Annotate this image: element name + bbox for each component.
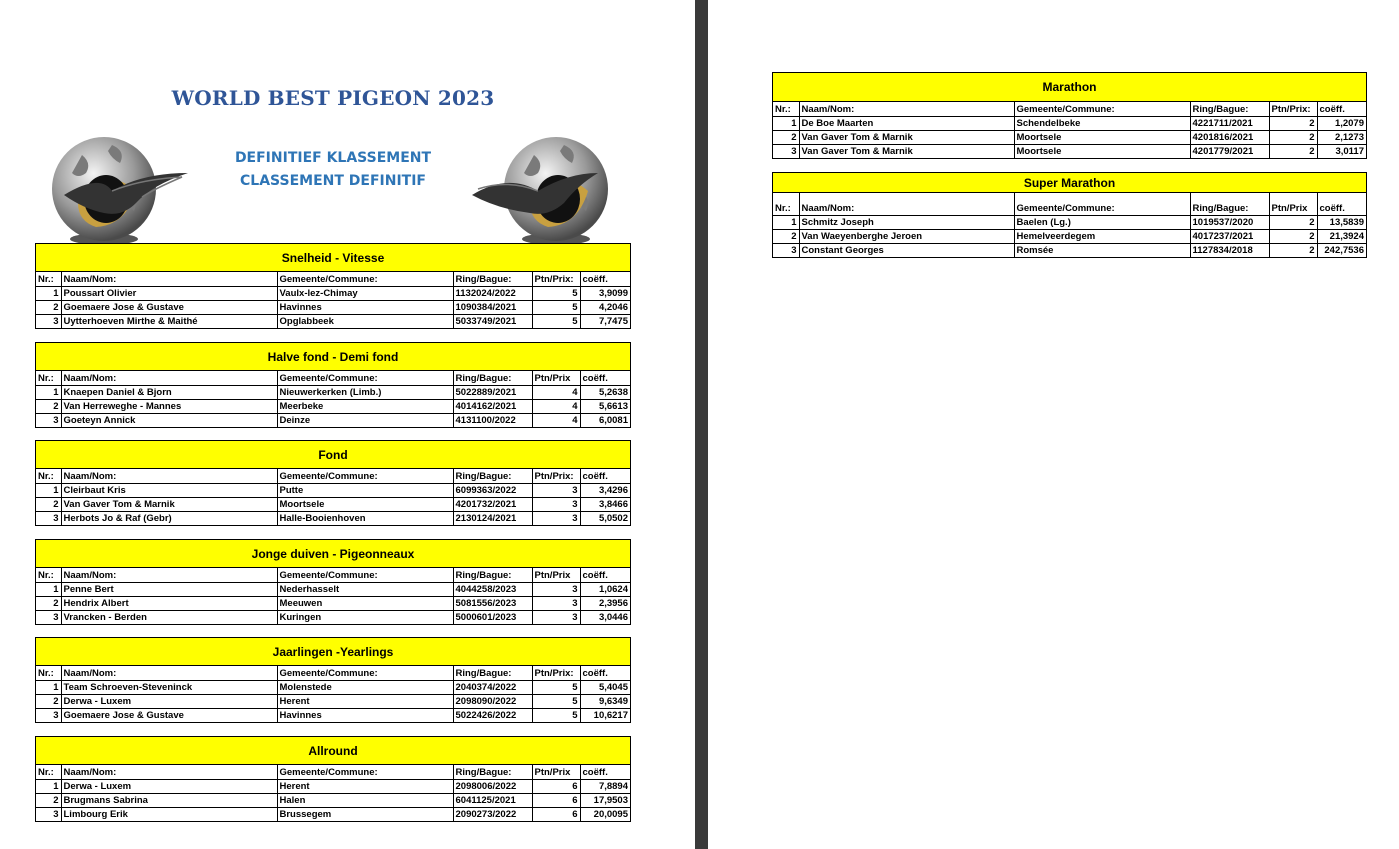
table-header-row (36, 666, 630, 681)
column-header: Naam/Nom: (61, 765, 277, 780)
points-cell: 5 (532, 695, 580, 709)
points-cell: 6 (532, 780, 580, 794)
table-row (36, 301, 630, 315)
name-cell: Van Herreweghe - Mannes (61, 400, 277, 414)
coefficient-cell: 2,1273 (1317, 131, 1366, 145)
table-row (36, 695, 630, 709)
ring-cell: 6099363/2022 (453, 484, 532, 498)
points-cell: 3 (532, 611, 580, 625)
section-title: Super Marathon (773, 173, 1366, 193)
table-row (773, 230, 1366, 244)
coefficient-cell: 20,0095 (593, 809, 628, 820)
column-header: Ptn/Prix: (1269, 102, 1317, 117)
column-header: Ring/Bague: (453, 272, 532, 287)
ring-cell: 2130124/2021 (453, 512, 532, 526)
section-title: Snelheid - Vitesse (36, 244, 630, 272)
rank-cell: 3 (36, 808, 61, 822)
section-jaarlingen-yearlings (35, 637, 631, 723)
commune-cell: Herent (277, 695, 453, 709)
commune-cell: Halen (277, 794, 453, 808)
points-cell: 3 (532, 597, 580, 611)
name-cell: Schmitz Joseph (799, 216, 1014, 230)
points-cell: 6 (532, 794, 580, 808)
ranking-table (36, 371, 630, 427)
name-cell: Goemaere Jose & Gustave (61, 709, 277, 723)
name-cell: Limbourg Erik (61, 808, 277, 822)
name-cell: Goemaere Jose & Gustave (61, 301, 277, 315)
rank-cell: 1 (36, 583, 61, 597)
table-row (36, 287, 630, 301)
winged-globe-logo-icon (42, 133, 192, 245)
name-cell: Penne Bert (61, 583, 277, 597)
ring-cell: 4221711/2021 (1190, 117, 1269, 131)
table-row (36, 512, 630, 526)
table-row (36, 709, 630, 723)
column-header: Naam/Nom: (61, 469, 277, 484)
section-allround (35, 736, 631, 822)
points-cell: 2 (1269, 230, 1317, 244)
coefficient-cell: 3,0117 (1335, 146, 1364, 157)
rank-cell: 3 (36, 512, 61, 526)
coefficient-cell: 6,0081 (598, 415, 628, 426)
column-header: Nr.: (36, 272, 61, 287)
commune-cell: Molenstede (277, 681, 453, 695)
rank-cell: 3 (36, 315, 61, 329)
rank-cell: 2 (36, 301, 61, 315)
column-header: Ptn/Prix (532, 765, 580, 780)
column-header: Ring/Bague: (453, 765, 532, 780)
coefficient-cell: 3,9099 (580, 287, 630, 301)
commune-cell: Havinnes (277, 301, 453, 315)
section-title: Jonge duiven - Pigeonneaux (36, 540, 630, 568)
ring-cell: 5000601/2023 (453, 611, 532, 625)
ring-cell: 1090384/2021 (453, 301, 532, 315)
ring-cell: 1019537/2020 (1190, 216, 1269, 230)
coefficient-cell: 21,3924 (1317, 230, 1366, 244)
ring-cell: 4201816/2021 (1190, 131, 1269, 145)
points-cell: 4 (532, 400, 580, 414)
name-cell: Knaepen Daniel & Bjorn (61, 386, 277, 400)
table-row (773, 131, 1366, 145)
column-header: coëff. (580, 568, 630, 583)
name-cell: Herbots Jo & Raf (Gebr) (61, 512, 277, 526)
name-cell: Team Schroeven-Steveninck (61, 681, 277, 695)
ranking-table (36, 568, 630, 624)
coefficient-cell: 5,4045 (580, 681, 630, 695)
section-halve-fond-demi-fond (35, 342, 631, 428)
name-cell: Hendrix Albert (61, 597, 277, 611)
ring-cell: 2098090/2022 (453, 695, 532, 709)
section-fond (35, 440, 631, 526)
table-row (36, 484, 630, 498)
ring-cell: 2040374/2022 (453, 681, 532, 695)
column-header: Ptn/Prix (532, 371, 580, 386)
name-cell: Constant Georges (799, 244, 1014, 258)
points-cell: 2 (1269, 244, 1317, 258)
column-header: Naam/Nom: (61, 272, 277, 287)
coefficient-cell: 9,6349 (580, 695, 630, 709)
name-cell: Cleirbaut Kris (61, 484, 277, 498)
ring-cell: 4131100/2022 (453, 414, 532, 428)
coefficient-cell: 2,3956 (580, 597, 630, 611)
commune-cell: Kuringen (277, 611, 453, 625)
commune-cell: Havinnes (277, 709, 453, 723)
subtitle-dutch: DEFINITIEF KLASSEMENT (234, 150, 432, 166)
commune-cell: Deinze (277, 414, 453, 428)
table-row (773, 216, 1366, 230)
column-header: Gemeente/Commune: (1014, 102, 1190, 117)
ring-cell: 2098006/2022 (453, 780, 532, 794)
section-title: Fond (36, 441, 630, 469)
name-cell: Brugmans Sabrina (61, 794, 277, 808)
coefficient-cell: 1,2079 (1317, 117, 1366, 131)
ring-cell: 2090273/2022 (453, 808, 532, 822)
commune-cell: Schendelbeke (1014, 117, 1190, 131)
rank-cell: 1 (36, 386, 61, 400)
ranking-table (36, 666, 630, 722)
commune-cell: Brussegem (277, 808, 453, 822)
name-cell: Poussart Olivier (61, 287, 277, 301)
column-header: Nr.: (36, 469, 61, 484)
points-cell: 4 (532, 414, 580, 428)
table-header-row (36, 568, 630, 583)
table-header-row (36, 765, 630, 780)
column-header: Ptn/Prix: (532, 272, 580, 287)
rank-cell: 1 (36, 287, 61, 301)
column-header: Ring/Bague: (1190, 102, 1269, 117)
table-row (36, 681, 630, 695)
rank-cell: 1 (36, 780, 61, 794)
column-header: Naam/Nom: (61, 666, 277, 681)
coefficient-cell: 3,0446 (598, 612, 628, 623)
coefficient-cell: 3,8466 (580, 498, 630, 512)
column-header: Ptn/Prix (1269, 193, 1317, 216)
section-marathon (772, 72, 1367, 159)
table-row (36, 611, 630, 625)
column-header: Nr.: (36, 765, 61, 780)
coefficient-cell: 5,0502 (598, 513, 628, 524)
column-header: Gemeente/Commune: (277, 272, 453, 287)
commune-cell: Moortsele (1014, 145, 1190, 159)
subtitle-french: CLASSEMENT DEFINITIF (240, 173, 426, 189)
section-title: Allround (36, 737, 630, 765)
commune-cell: Moortsele (1014, 131, 1190, 145)
name-cell: Derwa - Luxem (61, 695, 277, 709)
column-header: Naam/Nom: (61, 371, 277, 386)
coefficient-cell: 1,0624 (580, 583, 630, 597)
points-cell: 4 (532, 386, 580, 400)
coefficient-cell: 5,2638 (580, 386, 630, 400)
points-cell: 6 (532, 808, 580, 822)
rank-cell: 2 (773, 230, 799, 244)
column-header: Ring/Bague: (453, 666, 532, 681)
points-cell: 3 (532, 498, 580, 512)
commune-cell: Herent (277, 780, 453, 794)
ring-cell: 4017237/2021 (1190, 230, 1269, 244)
points-cell: 5 (532, 681, 580, 695)
rank-cell: 3 (773, 244, 799, 258)
section-super-marathon (772, 172, 1367, 258)
coefficient-cell: 7,8894 (580, 780, 630, 794)
table-row (36, 386, 630, 400)
commune-cell: Hemelveerdegem (1014, 230, 1190, 244)
column-header: Naam/Nom: (799, 102, 1014, 117)
column-header: coëff. (1317, 193, 1366, 216)
column-header: coëff. (1317, 102, 1366, 117)
rank-cell: 3 (773, 145, 799, 159)
name-cell: Van Gaver Tom & Marnik (799, 131, 1014, 145)
ring-cell: 5033749/2021 (453, 315, 532, 329)
ring-cell: 5022889/2021 (453, 386, 532, 400)
ranking-table (773, 102, 1366, 158)
name-cell: Uytterhoeven Mirthe & Maithé (61, 315, 277, 329)
table-row (36, 583, 630, 597)
coefficient-cell: 4,2046 (580, 301, 630, 315)
table-row (773, 244, 1366, 258)
commune-cell: Romsée (1014, 244, 1190, 258)
table-header-row (773, 102, 1366, 117)
coefficient-cell: 7,7475 (598, 316, 628, 327)
column-header: coëff. (580, 765, 630, 780)
column-header: Ring/Bague: (453, 371, 532, 386)
column-header: coëff. (580, 469, 630, 484)
name-cell: Van Gaver Tom & Marnik (799, 145, 1014, 159)
points-cell: 3 (532, 512, 580, 526)
ranking-table (36, 272, 630, 328)
ring-cell: 5022426/2022 (453, 709, 532, 723)
column-header: Naam/Nom: (61, 568, 277, 583)
column-header: Ptn/Prix: (532, 469, 580, 484)
section-title: Marathon (773, 73, 1366, 102)
commune-cell: Baelen (Lg.) (1014, 216, 1190, 230)
column-header: Ring/Bague: (1190, 193, 1269, 216)
rank-cell: 3 (36, 709, 61, 723)
table-row (36, 400, 630, 414)
ring-cell: 6041125/2021 (453, 794, 532, 808)
points-cell: 2 (1269, 216, 1317, 230)
points-cell: 5 (532, 709, 580, 723)
column-header: Gemeente/Commune: (277, 765, 453, 780)
table-header-row (36, 272, 630, 287)
coefficient-cell: 10,6217 (593, 710, 628, 721)
table-header-row (36, 469, 630, 484)
column-header: Gemeente/Commune: (277, 568, 453, 583)
table-row (36, 315, 630, 329)
winged-globe-logo-icon (468, 133, 618, 245)
ring-cell: 1132024/2022 (453, 287, 532, 301)
commune-cell: Putte (277, 484, 453, 498)
rank-cell: 2 (36, 695, 61, 709)
commune-cell: Meeuwen (277, 597, 453, 611)
column-header: Nr.: (36, 371, 61, 386)
rank-cell: 1 (773, 216, 799, 230)
table-header-row (773, 193, 1366, 216)
document-title: WORLD BEST PIGEON 2023 (171, 86, 495, 110)
coefficient-cell: 13,5839 (1317, 216, 1366, 230)
ring-cell: 4201779/2021 (1190, 145, 1269, 159)
section-snelheid-vitesse (35, 243, 631, 329)
ring-cell: 4201732/2021 (453, 498, 532, 512)
commune-cell: Vaulx-lez-Chimay (277, 287, 453, 301)
points-cell: 2 (1269, 131, 1317, 145)
points-cell: 5 (532, 301, 580, 315)
table-row (36, 498, 630, 512)
column-header: coëff. (580, 666, 630, 681)
rank-cell: 1 (773, 117, 799, 131)
ring-cell: 4044258/2023 (453, 583, 532, 597)
right-page (708, 0, 1399, 849)
table-row (36, 808, 630, 822)
rank-cell: 2 (36, 794, 61, 808)
ring-cell: 4014162/2021 (453, 400, 532, 414)
left-page (0, 0, 695, 849)
coefficient-cell: 17,9503 (580, 794, 630, 808)
points-cell: 3 (532, 484, 580, 498)
rank-cell: 1 (36, 681, 61, 695)
column-header: Naam/Nom: (799, 193, 1014, 216)
table-header-row (36, 371, 630, 386)
table-row (36, 414, 630, 428)
column-header: coëff. (580, 371, 630, 386)
column-header: Ptn/Prix (532, 568, 580, 583)
column-header: Nr.: (773, 193, 799, 216)
coefficient-cell: 5,6613 (580, 400, 630, 414)
table-row (36, 794, 630, 808)
coefficient-cell: 3,4296 (580, 484, 630, 498)
points-cell: 2 (1269, 145, 1317, 159)
ranking-table (36, 469, 630, 525)
table-row (36, 597, 630, 611)
column-header: Ring/Bague: (453, 469, 532, 484)
column-header: Gemeente/Commune: (277, 371, 453, 386)
rank-cell: 2 (36, 498, 61, 512)
ring-cell: 5081556/2023 (453, 597, 532, 611)
commune-cell: Meerbeke (277, 400, 453, 414)
name-cell: Van Waeyenberghe Jeroen (799, 230, 1014, 244)
table-row (773, 117, 1366, 131)
name-cell: Van Gaver Tom & Marnik (61, 498, 277, 512)
commune-cell: Nieuwerkerken (Limb.) (277, 386, 453, 400)
points-cell: 3 (532, 583, 580, 597)
ring-cell: 1127834/2018 (1190, 244, 1269, 258)
rank-cell: 2 (773, 131, 799, 145)
section-jonge-duiven-pigeonneaux (35, 539, 631, 625)
commune-cell: Moortsele (277, 498, 453, 512)
name-cell: De Boe Maarten (799, 117, 1014, 131)
column-header: Nr.: (773, 102, 799, 117)
commune-cell: Halle-Booienhoven (277, 512, 453, 526)
table-row (773, 145, 1366, 159)
commune-cell: Nederhasselt (277, 583, 453, 597)
column-header: Gemeente/Commune: (1014, 193, 1190, 216)
column-header: Ring/Bague: (453, 568, 532, 583)
name-cell: Vrancken - Berden (61, 611, 277, 625)
column-header: Ptn/Prix: (532, 666, 580, 681)
rank-cell: 2 (36, 597, 61, 611)
ranking-table (773, 193, 1366, 257)
commune-cell: Opglabbeek (277, 315, 453, 329)
points-cell: 5 (532, 287, 580, 301)
column-header: Gemeente/Commune: (277, 666, 453, 681)
column-header: Nr.: (36, 568, 61, 583)
points-cell: 5 (532, 315, 580, 329)
section-title: Halve fond - Demi fond (36, 343, 630, 371)
name-cell: Derwa - Luxem (61, 780, 277, 794)
page-gutter (695, 0, 708, 849)
column-header: Gemeente/Commune: (277, 469, 453, 484)
rank-cell: 2 (36, 400, 61, 414)
table-row (36, 780, 630, 794)
rank-cell: 3 (36, 611, 61, 625)
rank-cell: 1 (36, 484, 61, 498)
section-title: Jaarlingen -Yearlings (36, 638, 630, 666)
coefficient-cell: 242,7536 (1324, 245, 1364, 256)
rank-cell: 3 (36, 414, 61, 428)
name-cell: Goeteyn Annick (61, 414, 277, 428)
column-header: coëff. (580, 272, 630, 287)
points-cell: 2 (1269, 117, 1317, 131)
ranking-table (36, 765, 630, 821)
column-header: Nr.: (36, 666, 61, 681)
